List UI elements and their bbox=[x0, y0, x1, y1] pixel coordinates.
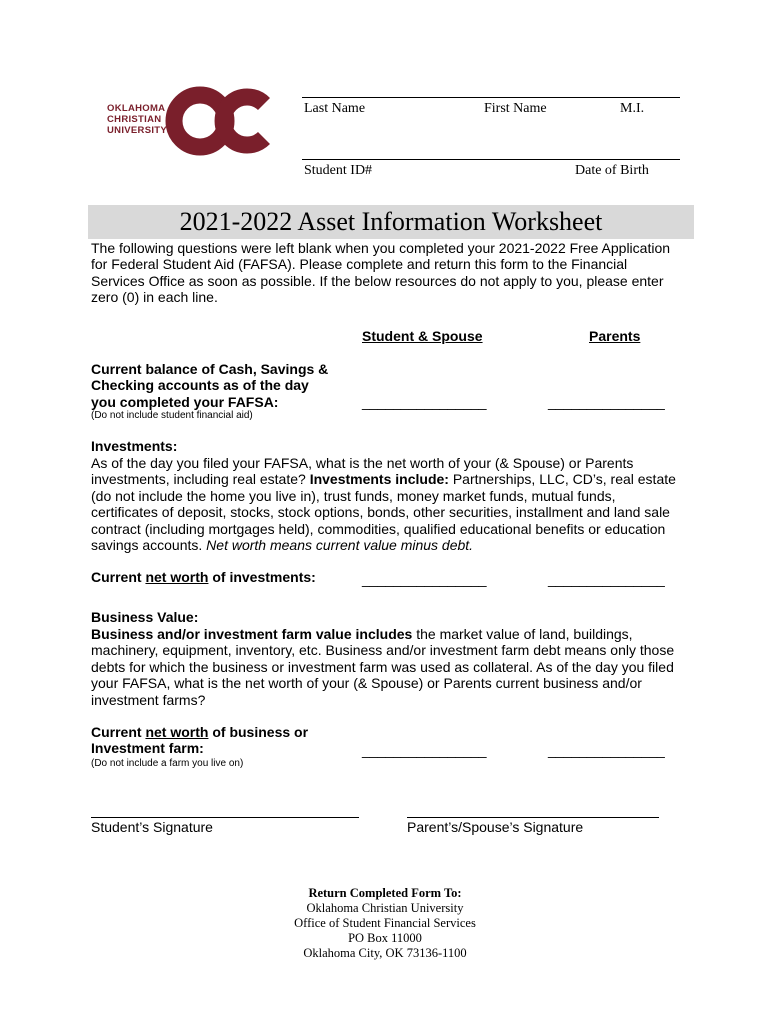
investments-text-b: Partnerships, LLC, CD’s, real estate (do not include the home you live in), trust funds, money market funds, mutual funds, certificates of deposit, stocks, stock options, bonds, other securities, installment and land sale contract (including mortgages held), commodities, qualified educational benefits or education savings accounts. bbox=[91, 471, 676, 554]
investments-paragraph bbox=[91, 455, 683, 553]
investments-text-a: As of the day you filed your FAFSA, what is the net worth of your (& Spouse) or Parents investments, including real estate? bbox=[91, 455, 634, 488]
label-underlined: net worth bbox=[145, 724, 209, 740]
return-address bbox=[200, 886, 570, 961]
cash-note: (Do not include student financial aid) bbox=[91, 410, 253, 421]
address-line-1: Oklahoma Christian University bbox=[306, 901, 464, 915]
address-line-3: PO Box 11000 bbox=[348, 931, 422, 945]
page-title: 2021-2022 Asset Information Worksheet bbox=[179, 207, 603, 236]
id-line bbox=[302, 159, 680, 160]
label-pre: Current bbox=[91, 724, 146, 740]
cash-label-line-3: you completed your FAFSA: bbox=[91, 393, 279, 410]
investments-heading: Investments: bbox=[91, 438, 178, 454]
logo-line-3: UNIVERSITY bbox=[107, 125, 168, 136]
address-line-4: Oklahoma City, OK 73136-1100 bbox=[303, 946, 467, 960]
business-paragraph bbox=[91, 626, 683, 708]
investments-parents-field[interactable]: _______________ bbox=[548, 571, 665, 587]
label-underlined: net worth bbox=[145, 569, 209, 585]
net-worth-definition: Net worth means current value minus debt. bbox=[206, 537, 474, 554]
cash-parents-field[interactable]: _______________ bbox=[548, 394, 665, 410]
name-line bbox=[302, 97, 680, 98]
business-parents-field[interactable]: _______________ bbox=[548, 742, 665, 758]
first-name-label: First Name bbox=[484, 101, 547, 116]
business-label-line-1 bbox=[91, 724, 351, 740]
return-heading: Return Completed Form To: bbox=[308, 886, 462, 900]
investments-include-label: Investments include: bbox=[309, 471, 449, 488]
mi-label: M.I. bbox=[620, 101, 645, 116]
parent-signature-label: Parent’s/Spouse’s Signature bbox=[407, 819, 584, 835]
label-pre: Current bbox=[91, 569, 146, 585]
business-heading: Business Value: bbox=[91, 609, 199, 625]
business-label-line-2: Investment farm: bbox=[91, 740, 204, 757]
investments-networth-label bbox=[91, 569, 316, 585]
oc-logo-icon bbox=[165, 86, 273, 156]
cash-label-line-1: Current balance of Cash, Savings & bbox=[91, 361, 329, 377]
student-id-label: Student ID# bbox=[304, 163, 373, 178]
label-post: of business or bbox=[208, 724, 309, 740]
cash-label-line-2: Checking accounts as of the day bbox=[91, 377, 309, 394]
business-note: (Do not include a farm you live on) bbox=[91, 758, 244, 769]
logo-wordmark bbox=[107, 103, 167, 136]
investments-student-field[interactable]: ________________ bbox=[362, 571, 487, 587]
logo-line-2: CHRISTIAN bbox=[107, 114, 162, 125]
student-signature-label: Student’s Signature bbox=[91, 819, 213, 835]
parents-heading: Parents bbox=[589, 328, 641, 344]
address-line-2: Office of Student Financial Services bbox=[294, 916, 476, 930]
business-student-field[interactable]: ________________ bbox=[362, 742, 487, 758]
business-lead: Business and/or investment farm value includes bbox=[91, 626, 413, 642]
label-post: of investments: bbox=[208, 569, 316, 585]
student-spouse-heading: Student & Spouse bbox=[362, 328, 483, 344]
business-networth-label bbox=[91, 724, 351, 757]
intro-paragraph: The following questions were left blank when you completed your 2021-2022 Free Application for Federal Student Aid (FAFSA). Please complete and return this form to the Financial Services Office as soon as possible. If the below resources do not apply to you, please enter zero (0) in each line. bbox=[91, 240, 671, 306]
parent-signature-line[interactable] bbox=[407, 817, 659, 818]
last-name-label: Last Name bbox=[304, 101, 366, 116]
cash-label bbox=[91, 361, 351, 410]
logo-line-1: OKLAHOMA bbox=[107, 103, 166, 114]
business-text: the market value of land, buildings, machinery, equipment, inventory, etc. Business and/or investment farm debt means only those debts for which the business or investment farm was used as collateral. As of the day you filed your FAFSA, what is the net worth of your (& Spouse) or Parents current business and/or investment farms? bbox=[91, 626, 675, 708]
cash-student-field[interactable]: ________________ bbox=[362, 394, 487, 410]
dob-label: Date of Birth bbox=[575, 163, 649, 178]
student-signature-line[interactable] bbox=[91, 817, 359, 818]
